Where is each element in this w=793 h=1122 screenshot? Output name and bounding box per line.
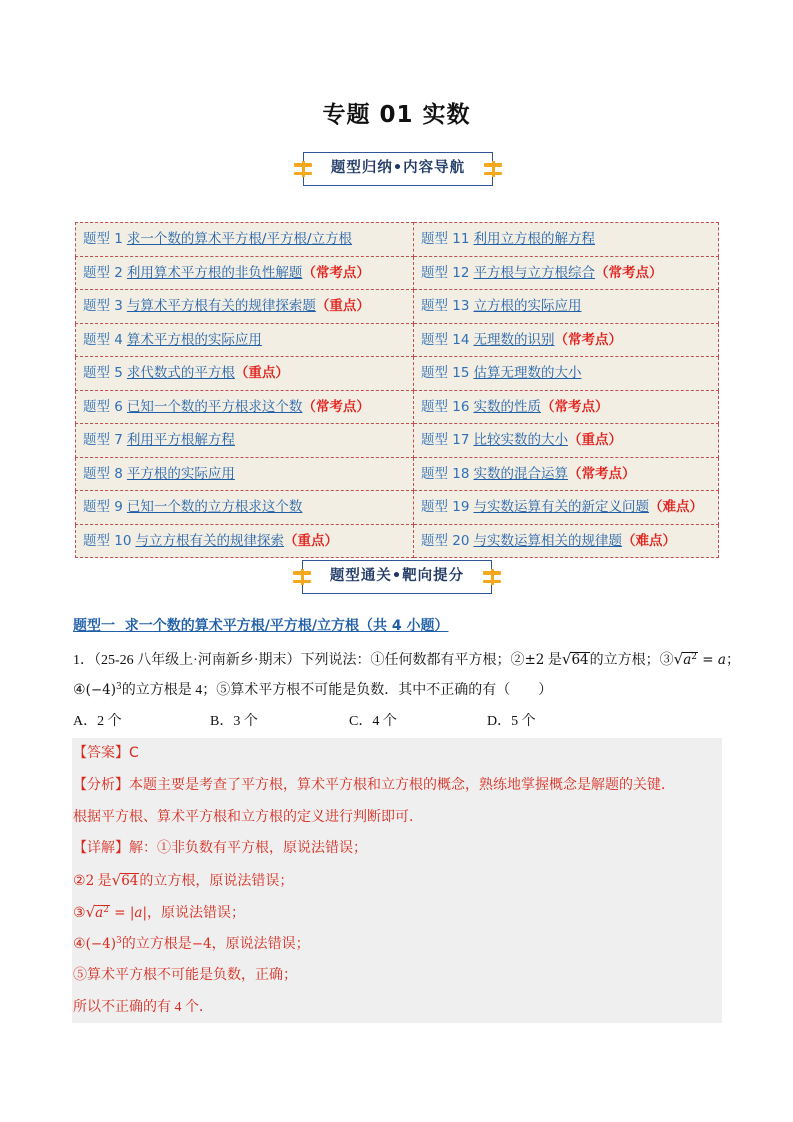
question-stem-line bbox=[73, 675, 773, 706]
question-text: ④ bbox=[73, 683, 86, 698]
nav-cell bbox=[414, 357, 719, 391]
nav-row bbox=[76, 290, 719, 324]
question-text: 的立方根；③ bbox=[589, 653, 674, 668]
detail-text: ③ bbox=[73, 905, 86, 921]
radical-sign: √ bbox=[561, 650, 572, 668]
nav-item-link[interactable]: 已知一个数的平方根求这个数 bbox=[126, 398, 303, 415]
radical-sign: √ bbox=[111, 871, 122, 889]
banner-decoration-icon bbox=[483, 569, 501, 585]
nav-item-number: 题型 19 bbox=[421, 499, 470, 516]
nav-item-number: 题型 8 bbox=[83, 465, 123, 482]
exponent: 3 bbox=[116, 682, 122, 693]
detail-text: 的立方根，原说法错误； bbox=[139, 874, 294, 889]
page-title: 专题 01 实数 bbox=[322, 102, 471, 128]
nav-item-number: 题型 2 bbox=[83, 264, 123, 281]
nav-cell bbox=[76, 390, 414, 424]
detail-text: 解：①非负数有平方根，原说法错误； bbox=[129, 841, 367, 857]
math-variable: a bbox=[95, 904, 104, 921]
nav-item-number: 题型 6 bbox=[83, 398, 123, 415]
analysis-line: 根据平方根、算术平方根和立方根的定义进行判断即可． bbox=[73, 809, 423, 825]
option-d: D．5 个 bbox=[487, 714, 536, 729]
nav-item-link[interactable]: 利用立方根的解方程 bbox=[473, 231, 595, 248]
nav-cell bbox=[414, 424, 719, 458]
nav-item-tag: （常考点） bbox=[554, 331, 622, 348]
radicand bbox=[94, 905, 110, 921]
answer-tag: 【答案】 bbox=[73, 746, 129, 761]
nav-cell bbox=[76, 357, 414, 391]
detail-tag: 【详解】 bbox=[73, 841, 129, 857]
section-heading-link[interactable]: 题型一 求一个数的算术平方根/平方根/立方根（共 4 小题） bbox=[73, 618, 449, 634]
nav-item-tag: （重点） bbox=[315, 298, 370, 315]
analysis-line bbox=[72, 770, 722, 802]
math-expression: 2 bbox=[85, 873, 95, 889]
nav-cell bbox=[414, 491, 719, 525]
nav-item-link[interactable]: 立方根的实际应用 bbox=[473, 298, 582, 315]
nav-cell bbox=[414, 524, 719, 558]
nav-item-number: 题型 10 bbox=[83, 532, 132, 549]
nav-row bbox=[76, 390, 719, 424]
nav-item-link[interactable]: 利用平方根解方程 bbox=[126, 432, 235, 449]
nav-row bbox=[76, 223, 719, 257]
nav-item-link[interactable]: 实数的性质 bbox=[473, 398, 541, 415]
detail-text: 是 bbox=[94, 874, 112, 889]
nav-item-number: 题型 17 bbox=[421, 432, 470, 449]
nav-item-tag: （难点） bbox=[648, 499, 703, 516]
analysis-text: 本题主要是考查了平方根，算术平方根和立方根的概念，熟练地掌握概念是解题的关键． bbox=[129, 777, 675, 793]
detail-text: 的立方根是 bbox=[121, 936, 192, 952]
radicand bbox=[682, 652, 698, 668]
nav-item-link[interactable]: 已知一个数的立方根求这个数 bbox=[126, 499, 303, 516]
nav-item-link[interactable]: 实数的混合运算 bbox=[473, 465, 568, 482]
math-operator: = bbox=[698, 652, 718, 668]
nav-row bbox=[76, 457, 719, 491]
radicand: 64 bbox=[121, 873, 139, 889]
nav-item-number: 题型 14 bbox=[421, 331, 470, 348]
nav-item-link[interactable]: 平方根与立方根综合 bbox=[473, 264, 595, 281]
math-operator: | bbox=[129, 904, 135, 921]
math-expression: −4 bbox=[191, 935, 212, 952]
detail-text: ② bbox=[73, 874, 86, 889]
nav-item-link[interactable]: 无理数的识别 bbox=[473, 331, 555, 348]
detail-line bbox=[72, 929, 722, 961]
solution-box bbox=[72, 738, 722, 1023]
question-text: 1．（25-26 八年级上·河南新乡·期末）下列说法：①任何数都有平方根；② bbox=[73, 653, 525, 668]
nav-item-number: 题型 1 bbox=[83, 231, 123, 248]
math-expression: (−4) bbox=[85, 935, 116, 952]
topic-navigation-table bbox=[75, 222, 719, 558]
nav-item-number: 题型 7 bbox=[83, 432, 123, 449]
nav-cell bbox=[76, 491, 414, 525]
banner-decoration-icon bbox=[294, 161, 312, 177]
nav-item-link[interactable]: 与实数运算相关的规律题 bbox=[473, 532, 622, 549]
math-expression: (−4) bbox=[85, 682, 116, 698]
radical-sign: √ bbox=[673, 650, 684, 668]
detail-line: ⑤算术平方根不可能是负数，正确； bbox=[73, 968, 297, 984]
nav-item-number: 题型 9 bbox=[83, 499, 123, 516]
practice-banner bbox=[302, 560, 492, 594]
question-1 bbox=[73, 644, 773, 737]
nav-item-link[interactable]: 与实数运算有关的新定义问题 bbox=[473, 499, 649, 516]
nav-item-tag: （常考点） bbox=[302, 264, 370, 281]
detail-text: ，原说法错误； bbox=[147, 905, 246, 921]
nav-cell bbox=[414, 290, 719, 324]
math-variable: a bbox=[717, 652, 726, 668]
nav-row bbox=[76, 357, 719, 391]
answer-line bbox=[72, 738, 722, 770]
analysis-tag: 【分析】 bbox=[73, 777, 129, 793]
math-expression: ±2 bbox=[524, 652, 545, 668]
option-b: B．3 个 bbox=[210, 714, 258, 729]
square-root bbox=[674, 644, 698, 676]
exponent: 2 bbox=[103, 904, 109, 915]
nav-item-number: 题型 5 bbox=[83, 365, 123, 382]
nav-item-tag: （常考点） bbox=[594, 264, 663, 281]
nav-cell bbox=[414, 390, 719, 424]
question-stem-line bbox=[73, 644, 773, 675]
nav-row bbox=[76, 256, 719, 290]
nav-cell bbox=[414, 256, 719, 290]
nav-item-tag: （重点） bbox=[283, 532, 338, 549]
nav-item-link[interactable]: 求一个数的算术平方根/平方根/立方根 bbox=[126, 231, 352, 248]
nav-cell bbox=[414, 223, 719, 257]
nav-item-tag: （难点） bbox=[621, 532, 676, 549]
nav-item-tag: （常考点） bbox=[567, 465, 636, 482]
detail-text: ，原说法错误； bbox=[211, 936, 310, 952]
detail-line bbox=[72, 865, 722, 897]
nav-item-link[interactable]: 利用算术平方根的非负性解题 bbox=[126, 264, 303, 281]
nav-cell bbox=[76, 323, 414, 357]
nav-item-number: 题型 15 bbox=[421, 365, 470, 382]
nav-item-tag: （常考点） bbox=[302, 398, 370, 415]
conclusion-line: 所以不正确的有 4 个． bbox=[73, 1000, 213, 1015]
question-text: 是 bbox=[544, 653, 562, 668]
math-operator: = bbox=[109, 904, 130, 921]
practice-banner-label: 题型通关•靶向提分 bbox=[329, 568, 465, 584]
nav-cell bbox=[76, 223, 414, 257]
math-variable: a bbox=[134, 904, 143, 921]
nav-row bbox=[76, 424, 719, 458]
exponent: 3 bbox=[116, 935, 122, 946]
option-c: C．4 个 bbox=[349, 714, 397, 729]
answer-value: C bbox=[129, 745, 139, 761]
nav-cell bbox=[414, 457, 719, 491]
detail-line bbox=[72, 897, 722, 929]
nav-cell bbox=[76, 457, 414, 491]
nav-item-link[interactable]: 求代数式的平方根 bbox=[126, 365, 235, 382]
math-operator: | bbox=[142, 904, 148, 921]
nav-cell bbox=[76, 424, 414, 458]
nav-item-number: 题型 16 bbox=[421, 398, 470, 415]
question-text: ； bbox=[725, 653, 740, 668]
nav-item-number: 题型 13 bbox=[421, 298, 470, 315]
nav-item-number: 题型 3 bbox=[83, 298, 123, 315]
nav-item-number: 题型 18 bbox=[421, 465, 470, 482]
nav-item-link[interactable]: 估算无理数的大小 bbox=[473, 365, 582, 382]
nav-row bbox=[76, 323, 719, 357]
question-text: 的立方根是 4；⑤算术平方根不可能是负数．其中不正确的有（ ） bbox=[121, 683, 553, 698]
nav-item-number: 题型 12 bbox=[421, 264, 470, 281]
nav-cell bbox=[414, 323, 719, 357]
math-variable: a bbox=[683, 652, 692, 668]
nav-row bbox=[76, 491, 719, 525]
radical-sign: √ bbox=[85, 902, 96, 921]
nav-banner-label: 题型归纳•内容导航 bbox=[330, 160, 466, 176]
nav-item-link[interactable]: 与算术平方根有关的规律探索题 bbox=[126, 298, 316, 315]
square-root bbox=[562, 644, 590, 676]
square-root bbox=[112, 865, 140, 898]
banner-decoration-icon bbox=[293, 569, 311, 585]
nav-cell bbox=[76, 256, 414, 290]
banner-decoration-icon bbox=[484, 161, 502, 177]
radicand: 64 bbox=[571, 652, 589, 668]
nav-item-number: 题型 20 bbox=[421, 532, 470, 549]
detail-line bbox=[72, 833, 722, 865]
nav-item-link[interactable]: 平方根的实际应用 bbox=[126, 465, 235, 482]
square-root bbox=[86, 897, 110, 930]
nav-banner bbox=[303, 152, 493, 186]
nav-cell bbox=[76, 290, 414, 324]
nav-item-tag: （重点） bbox=[567, 432, 622, 449]
detail-text: ④ bbox=[73, 936, 86, 952]
nav-item-link[interactable]: 比较实数的大小 bbox=[473, 432, 568, 449]
nav-item-link[interactable]: 与立方根有关的规律探索 bbox=[135, 532, 284, 549]
nav-item-tag: （重点） bbox=[234, 365, 289, 382]
nav-item-link[interactable]: 算术平方根的实际应用 bbox=[126, 331, 262, 348]
nav-cell bbox=[76, 524, 414, 558]
option-a: A．2 个 bbox=[73, 714, 122, 729]
nav-row bbox=[76, 524, 719, 558]
answer-options bbox=[73, 706, 773, 737]
nav-item-number: 题型 11 bbox=[421, 231, 470, 248]
nav-item-tag: （常考点） bbox=[540, 398, 609, 415]
exponent: 2 bbox=[691, 652, 698, 663]
nav-item-number: 题型 4 bbox=[83, 331, 123, 348]
